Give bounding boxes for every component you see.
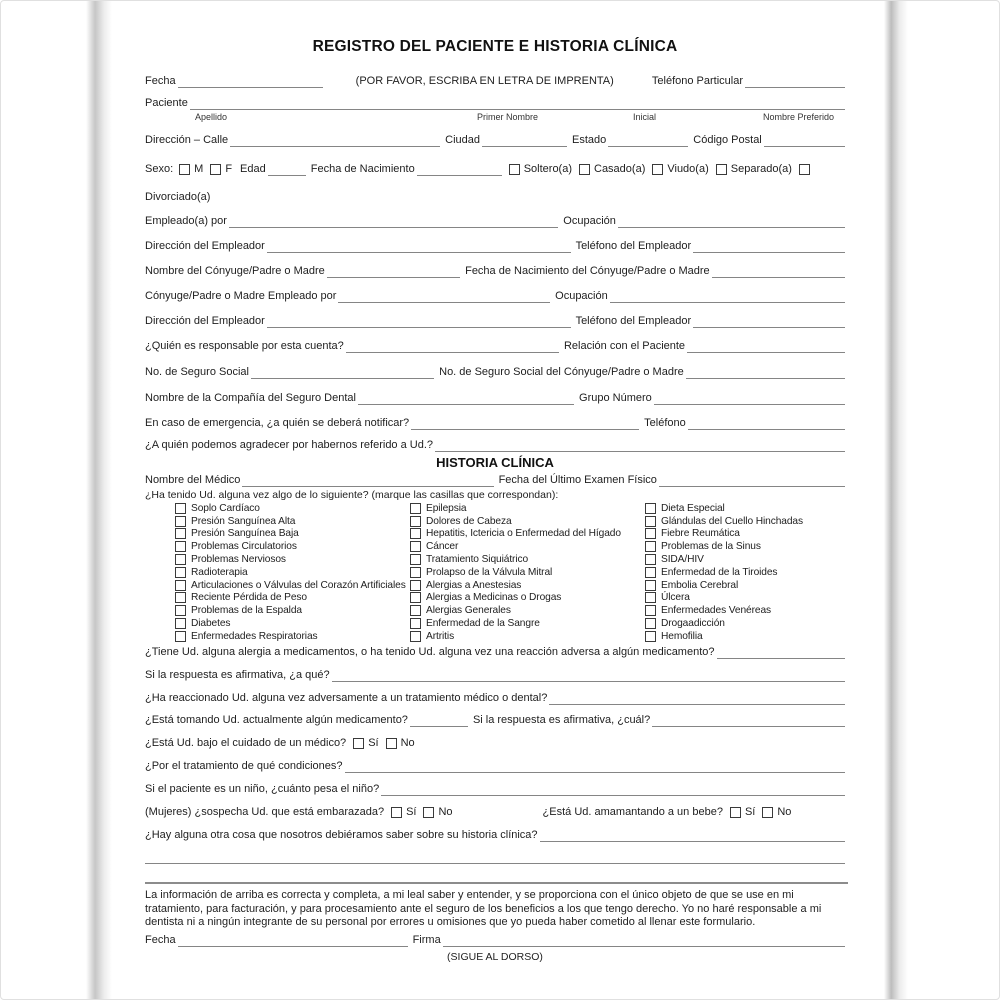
- row-otra-cosa: [145, 829, 845, 842]
- row-seguro-social: [145, 366, 845, 379]
- checkbox-label: Glándulas del Cuello Hinchadas: [661, 515, 803, 527]
- checkbox-item: [410, 592, 621, 605]
- checkbox-item: [175, 604, 406, 617]
- checkbox[interactable]: [175, 605, 186, 616]
- row-a-que: [145, 669, 845, 682]
- ultimo-examen-input-line[interactable]: [659, 474, 845, 487]
- checkbox-item: [410, 566, 621, 579]
- conyuge-empleado-por-label: Cónyuge/Padre o Madre Empleado por: [145, 290, 337, 302]
- checkbox-label: Enfermedades Venéreas: [661, 605, 772, 617]
- checkbox-item: [410, 630, 621, 643]
- seguro-social-input-line[interactable]: [251, 366, 434, 379]
- ultimo-examen-label: Fecha del Último Examen Físico: [498, 474, 657, 486]
- checkbox-label: Tratamiento Siquiátrico: [426, 554, 529, 566]
- nombre-conyuge-label: Nombre del Cónyuge/Padre o Madre: [145, 265, 325, 277]
- checkbox-item: [645, 630, 803, 643]
- consent-divider: [145, 882, 848, 884]
- checkbox-item: [175, 566, 406, 579]
- reaccionado-input-line[interactable]: [549, 692, 845, 705]
- condiciones-input-line[interactable]: [345, 760, 845, 773]
- telefono-empleador-label: Teléfono del Empleador: [575, 240, 692, 252]
- soltero-label: Soltero(a): [523, 163, 572, 175]
- grupo-numero-input-line[interactable]: [654, 392, 845, 405]
- codigo-postal-input-line[interactable]: [764, 134, 845, 147]
- row-direccion: [145, 134, 845, 147]
- footer-fecha-input-line[interactable]: [178, 934, 408, 947]
- compania-seguro-label: Nombre de la Compañía del Seguro Dental: [145, 392, 356, 404]
- empleado-por-input-line[interactable]: [229, 215, 558, 228]
- direccion-empleador-input-line[interactable]: [267, 240, 571, 253]
- checkbox-label: Cáncer: [426, 541, 459, 553]
- checkbox-label: Dieta Especial: [661, 502, 725, 514]
- row-compania-seguro: [145, 392, 845, 405]
- seguro-social-label: No. de Seguro Social: [145, 366, 249, 378]
- checkbox[interactable]: [175, 618, 186, 629]
- checkbox[interactable]: [175, 541, 186, 552]
- empleado-por-label: Empleado(a) por: [145, 215, 227, 227]
- checkbox[interactable]: [645, 592, 656, 603]
- telefono-particular-input-line[interactable]: [745, 75, 845, 88]
- checkbox-item: [410, 553, 621, 566]
- checkbox[interactable]: [175, 554, 186, 565]
- checkbox[interactable]: [645, 580, 656, 591]
- checkbox-casado[interactable]: [579, 164, 590, 175]
- alergia-input-line[interactable]: [717, 646, 846, 659]
- direccion-empleador-label: Dirección del Empleador: [145, 240, 265, 252]
- divorciado-label: Divorciado(a): [145, 191, 211, 203]
- a-que-input-line[interactable]: [332, 669, 845, 682]
- no-label: No: [400, 737, 415, 749]
- checkbox-label: Úlcera: [661, 592, 690, 604]
- row-conyuge-empleado: [145, 290, 845, 303]
- checkbox-label: Problemas Nerviosos: [191, 554, 286, 566]
- checkbox[interactable]: [645, 618, 656, 629]
- checkbox[interactable]: [410, 528, 421, 539]
- telefono-input-line[interactable]: [688, 417, 845, 430]
- checkbox-label: Enfermedades Respiratorias: [191, 630, 318, 642]
- checkbox-item: [175, 553, 406, 566]
- nino-input-line[interactable]: [381, 783, 845, 796]
- fecha-nacimiento-conyuge-label: Fecha de Nacimiento del Cónyuge/Padre o Madre: [465, 265, 710, 277]
- sexo-f-label: F: [225, 163, 233, 175]
- checkbox-label: Epilepsia: [426, 502, 467, 514]
- checkbox-item: [175, 528, 406, 541]
- conditions-column-3: [645, 502, 803, 643]
- checkbox-item: [175, 617, 406, 630]
- checkbox[interactable]: [175, 631, 186, 642]
- checkbox[interactable]: [175, 580, 186, 591]
- checkbox-item: [175, 540, 406, 553]
- checkbox-item: [645, 579, 803, 592]
- checkbox-item: [410, 604, 621, 617]
- edad-label: Edad: [240, 163, 266, 175]
- checkbox[interactable]: [410, 554, 421, 565]
- checkbox-label: Drogaadicción: [661, 618, 725, 630]
- checkbox-label: Problemas de la Espalda: [191, 605, 302, 617]
- paciente-label: Paciente: [145, 97, 188, 109]
- checkbox-embarazada-si[interactable]: [391, 807, 402, 818]
- sexo-label: Sexo:: [145, 163, 174, 175]
- amamantando-question-label: ¿Está Ud. amamantando a un bebe?: [542, 806, 723, 818]
- telefono-empleador-2-label: Teléfono del Empleador: [575, 315, 692, 327]
- row-embarazada-amamantando: [145, 806, 845, 819]
- embarazada-question-label: (Mujeres) ¿sospecha Ud. que está embarazada?: [145, 806, 385, 818]
- quien-responsable-label: ¿Quién es responsable por esta cuenta?: [145, 340, 344, 352]
- checkbox[interactable]: [645, 528, 656, 539]
- row-alergia: [145, 646, 845, 659]
- conditions-column-1: [175, 502, 406, 643]
- checkbox-cuidado-si[interactable]: [353, 738, 364, 749]
- checkbox-label: Problemas de la Sinus: [661, 541, 761, 553]
- row-extra-blank: [145, 851, 845, 864]
- checkbox-embarazada-no[interactable]: [423, 807, 434, 818]
- row-empleado-por: [145, 215, 845, 228]
- edad-input-line[interactable]: [268, 163, 306, 176]
- checkbox-item: [175, 579, 406, 592]
- row-sexo: [145, 163, 845, 176]
- checkbox[interactable]: [175, 503, 186, 514]
- checkbox[interactable]: [175, 567, 186, 578]
- otra-cosa-question-label: ¿Hay alguna otra cosa que nosotros debiéramos saber sobre su historia clínica?: [145, 829, 538, 841]
- page-right-edge-shadow: [884, 0, 908, 1000]
- row-conyuge: [145, 265, 845, 278]
- firma-label: Firma: [412, 934, 441, 946]
- nombre-preferido-sublabel: Nombre Preferido: [763, 112, 835, 122]
- si-label: Sí: [744, 806, 756, 818]
- cual-question-label: Si la respuesta es afirmativa, ¿cuál?: [472, 714, 651, 726]
- row-fecha-firma: [145, 934, 845, 947]
- checkbox-item: [645, 604, 803, 617]
- checkbox-amamantando-si[interactable]: [730, 807, 741, 818]
- checkbox[interactable]: [410, 618, 421, 629]
- ciudad-input-line[interactable]: [482, 134, 567, 147]
- apellido-sublabel: Apellido: [195, 112, 228, 122]
- checkbox-label: Presión Sanguínea Alta: [191, 515, 296, 527]
- sexo-m-label: M: [194, 163, 204, 175]
- historia-clinica-title: HISTORIA CLÍNICA: [436, 455, 554, 470]
- checkbox[interactable]: [645, 503, 656, 514]
- checkbox[interactable]: [175, 516, 186, 527]
- row-paciente: [145, 97, 845, 110]
- extra-blank-input-line[interactable]: [145, 851, 845, 864]
- row-reaccionado: [145, 692, 845, 705]
- row-responsable: [145, 340, 845, 353]
- checkbox-item: [410, 579, 621, 592]
- checkbox-amamantando-no[interactable]: [762, 807, 773, 818]
- print-instruction: (POR FAVOR, ESCRIBA EN LETRA DE IMPRENTA): [355, 75, 614, 87]
- row-medico: [145, 474, 845, 487]
- checkbox-soltero[interactable]: [509, 164, 520, 175]
- cual-input-line[interactable]: [652, 714, 845, 727]
- checkbox[interactable]: [410, 516, 421, 527]
- row-fecha: [145, 75, 845, 88]
- checkbox-item: [175, 502, 406, 515]
- checkbox-item: [410, 540, 621, 553]
- checkbox-item: [175, 515, 406, 528]
- page-title: REGISTRO DEL PACIENTE E HISTORIA CLÍNICA: [312, 38, 678, 55]
- ocupacion-input-line[interactable]: [618, 215, 845, 228]
- referido-label: ¿A quién podemos agradecer por habernos referido a Ud.?: [145, 439, 434, 451]
- quien-responsable-input-line[interactable]: [346, 340, 559, 353]
- paciente-input-line[interactable]: [190, 97, 845, 110]
- no-label: No: [438, 806, 453, 818]
- separado-label: Separado(a): [730, 163, 792, 175]
- telefono-label: Teléfono: [644, 417, 686, 429]
- tomando-question-label: ¿Está tomando Ud. actualmente algún medicamento?: [145, 714, 408, 726]
- checkbox-label: Enfermedad de la Sangre: [426, 618, 540, 630]
- checkbox-label: Hemofilia: [661, 630, 703, 642]
- checkbox-item: [645, 566, 803, 579]
- row-divorciado: [145, 191, 845, 204]
- checkbox[interactable]: [645, 516, 656, 527]
- si-label: Sí: [406, 806, 417, 818]
- ocupacion-2-input-line[interactable]: [610, 290, 845, 303]
- row-nino: [145, 783, 845, 796]
- conditions-checkbox-grid: [145, 502, 845, 644]
- checkbox-separado[interactable]: [716, 164, 727, 175]
- nombre-medico-label: Nombre del Médico: [145, 474, 241, 486]
- checkbox-item: [645, 540, 803, 553]
- checkbox-label: Artritis: [426, 630, 455, 642]
- fecha-label: Fecha: [145, 75, 176, 87]
- telefono-empleador-2-input-line[interactable]: [693, 315, 845, 328]
- checkbox-label: Alergias a Anestesias: [426, 579, 522, 591]
- fecha-input-line[interactable]: [178, 75, 323, 88]
- inicial-sublabel: Inicial: [633, 112, 657, 122]
- nombre-medico-input-line[interactable]: [242, 474, 493, 487]
- checkbox-divorciado[interactable]: [799, 164, 810, 175]
- consent-paragraph: La información de arriba es correcta y completa, a mi leal saber y entender, y se proporciona con el único objeto de que se use en mi tratamiento, para facturación, y para procesamiento ante el seguro de los beneficios a los que tengo derecho. Yo no haré responsable a mi dentista ni a ningún integrante de su personal por errores u omisiones que yo pueda haber cometido al llenar este formulario.: [145, 889, 822, 929]
- sigue-al-dorso-note: (SIGUE AL DORSO): [447, 951, 543, 963]
- row-referido: [145, 439, 845, 452]
- fecha-nacimiento-input-line[interactable]: [417, 163, 502, 176]
- checkbox[interactable]: [645, 554, 656, 565]
- checkbox-label: Enfermedad de la Tiroides: [661, 566, 778, 578]
- alergia-question-label: ¿Tiene Ud. alguna alergia a medicamentos, o ha tenido Ud. alguna vez una reacción adversa a algún medicamento?: [145, 646, 715, 658]
- checkbox[interactable]: [410, 631, 421, 642]
- firma-input-line[interactable]: [443, 934, 845, 947]
- checkbox-label: Fiebre Reumática: [661, 528, 740, 540]
- checkbox[interactable]: [410, 592, 421, 603]
- telefono-particular-label: Teléfono Particular: [651, 75, 743, 87]
- checkbox-label: Articulaciones o Válvulas del Corazón Artificiales: [191, 579, 406, 591]
- checkbox-sexo-f[interactable]: [210, 164, 221, 175]
- condiciones-question-label: ¿Por el tratamiento de qué condiciones?: [145, 760, 343, 772]
- nino-question-label: Si el paciente es un niño, ¿cuánto pesa el niño?: [145, 783, 380, 795]
- estado-label: Estado: [572, 134, 607, 146]
- relacion-paciente-input-line[interactable]: [687, 340, 845, 353]
- no-label: No: [777, 806, 792, 818]
- checkbox[interactable]: [175, 592, 186, 603]
- cuidado-question-label: ¿Está Ud. bajo el cuidado de un médico?: [145, 737, 347, 749]
- conditions-column-2: [410, 502, 621, 643]
- compania-seguro-input-line[interactable]: [358, 392, 574, 405]
- checkbox-item: [645, 502, 803, 515]
- tomando-input-line[interactable]: [410, 714, 468, 727]
- codigo-postal-label: Código Postal: [693, 134, 762, 146]
- checkbox-item: [175, 630, 406, 643]
- checkbox-label: Prolapso de la Válvula Mitral: [426, 566, 553, 578]
- seguro-social-conyuge-input-line[interactable]: [686, 366, 845, 379]
- row-direccion-empleador-2: [145, 315, 845, 328]
- checkbox-prompt: ¿Ha tenido Ud. alguna vez algo de lo siguiente? (marque las casillas que correspondan):: [145, 489, 559, 501]
- relacion-paciente-label: Relación con el Paciente: [563, 340, 686, 352]
- row-condiciones: [145, 760, 845, 773]
- ocupacion-label: Ocupación: [563, 215, 616, 227]
- checkbox-item: [175, 592, 406, 605]
- emergencia-label: En caso de emergencia, ¿a quién se deberá notificar?: [145, 417, 410, 429]
- a-que-question-label: Si la respuesta es afirmativa, ¿a qué?: [145, 669, 330, 681]
- footer-fecha-label: Fecha: [145, 934, 176, 946]
- reaccionado-question-label: ¿Ha reaccionado Ud. alguna vez adversamente a un tratamiento médico o dental?: [145, 692, 548, 704]
- direccion-empleador-2-label: Dirección del Empleador: [145, 315, 265, 327]
- row-emergencia: [145, 417, 845, 430]
- checkbox-label: Radioterapia: [191, 566, 248, 578]
- paciente-sublabels: [145, 112, 845, 124]
- checkbox-label: Alergias a Medicinas o Drogas: [426, 592, 562, 604]
- viudo-label: Viudo(a): [667, 163, 709, 175]
- checkbox[interactable]: [410, 503, 421, 514]
- checkbox[interactable]: [645, 631, 656, 642]
- checkbox-item: [645, 528, 803, 541]
- checkbox-item: [410, 617, 621, 630]
- checkbox[interactable]: [175, 528, 186, 539]
- primer-nombre-sublabel: Primer Nombre: [477, 112, 539, 122]
- checkbox-viudo[interactable]: [652, 164, 663, 175]
- conyuge-empleado-por-input-line[interactable]: [338, 290, 550, 303]
- checkbox-label: SIDA/HIV: [661, 554, 704, 566]
- checkbox[interactable]: [645, 541, 656, 552]
- checkbox[interactable]: [410, 580, 421, 591]
- checkbox-label: Problemas Circulatorios: [191, 541, 297, 553]
- checkbox-label: Diabetes: [191, 618, 231, 630]
- checkbox-item: [410, 528, 621, 541]
- checkbox-item: [645, 515, 803, 528]
- checkbox-label: Reciente Pérdida de Peso: [191, 592, 307, 604]
- si-label: Sí: [368, 737, 379, 749]
- checkbox-item: [645, 592, 803, 605]
- checkbox-label: Presión Sanguínea Baja: [191, 528, 299, 540]
- checkbox-item: [645, 553, 803, 566]
- row-direccion-empleador-1: [145, 240, 845, 253]
- ciudad-label: Ciudad: [445, 134, 481, 146]
- nombre-conyuge-input-line[interactable]: [327, 265, 460, 278]
- checkbox-label: Dolores de Cabeza: [426, 515, 512, 527]
- checkbox[interactable]: [645, 605, 656, 616]
- checkbox[interactable]: [410, 567, 421, 578]
- direccion-empleador-2-input-line[interactable]: [267, 315, 571, 328]
- emergencia-input-line[interactable]: [411, 417, 639, 430]
- casado-label: Casado(a): [594, 163, 646, 175]
- row-cuidado-medico: [145, 737, 845, 750]
- checkbox-sexo-m[interactable]: [179, 164, 190, 175]
- checkbox-label: Alergias Generales: [426, 605, 511, 617]
- checkbox[interactable]: [410, 605, 421, 616]
- row-tomando: [145, 714, 845, 727]
- direccion-calle-label: Dirección – Calle: [145, 134, 229, 146]
- seguro-social-conyuge-label: No. de Seguro Social del Cónyuge/Padre o Madre: [439, 366, 684, 378]
- fecha-nacimiento-conyuge-input-line[interactable]: [712, 265, 845, 278]
- grupo-numero-label: Grupo Número: [579, 392, 652, 404]
- checkbox-cuidado-no[interactable]: [386, 738, 397, 749]
- estado-input-line[interactable]: [608, 134, 688, 147]
- checkbox[interactable]: [645, 567, 656, 578]
- checkbox-item: [410, 515, 621, 528]
- checkbox-label: Hepatitis, Ictericia o Enfermedad del Hígado: [426, 528, 621, 540]
- checkbox-item: [645, 617, 803, 630]
- fecha-nacimiento-label: Fecha de Nacimiento: [310, 163, 415, 175]
- page-left-edge-shadow: [86, 0, 112, 1000]
- referido-input-line[interactable]: [435, 439, 845, 452]
- direccion-calle-input-line[interactable]: [230, 134, 440, 147]
- checkbox-label: Soplo Cardíaco: [191, 502, 260, 514]
- otra-cosa-input-line[interactable]: [540, 829, 845, 842]
- checkbox-label: Embolia Cerebral: [661, 579, 739, 591]
- ocupacion-2-label: Ocupación: [555, 290, 608, 302]
- checkbox-item: [410, 502, 621, 515]
- checkbox[interactable]: [410, 541, 421, 552]
- telefono-empleador-input-line[interactable]: [693, 240, 845, 253]
